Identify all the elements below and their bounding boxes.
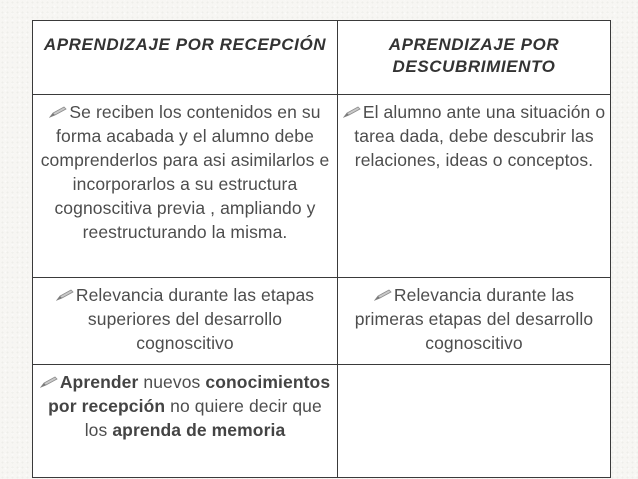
header-descubrimiento [338, 21, 611, 95]
pencil-icon [343, 106, 361, 118]
cell-recepcion-nota [33, 365, 338, 478]
emphasis-text: Aprender [59, 372, 139, 392]
cell-descubrimiento-empty [338, 365, 611, 478]
cell-recepcion-definition [33, 95, 338, 278]
header-recepcion-label: APRENDIZAJE POR RECEPCIÓN [43, 35, 327, 54]
cell-text: Relevancia durante las etapas superiores del desarrollo cognoscitivo [75, 285, 315, 353]
pencil-icon [40, 376, 58, 388]
emphasis-text: conocimientos por recepción [48, 372, 331, 416]
pencil-icon [56, 289, 74, 301]
pencil-icon [374, 289, 392, 301]
header-recepcion [33, 21, 338, 95]
header-descubrimiento-label: APRENDIZAJE POR DESCUBRIMIENTO [388, 35, 560, 76]
table-row [33, 365, 611, 478]
emphasis-text: aprenda de memoria [112, 420, 286, 440]
cell-recepcion-relevancia [33, 278, 338, 365]
pencil-icon [49, 106, 67, 118]
table-header-row [33, 21, 611, 95]
cell-text: El alumno ante una situación o tarea dada, debe descubrir las relaciones, ideas o conceptos. [354, 102, 606, 170]
cell-text: nuevos [138, 372, 206, 392]
cell-descubrimiento-relevancia [338, 278, 611, 365]
table-row [33, 278, 611, 365]
cell-text: Se reciben los contenidos en su forma acabada y el alumno debe comprenderlos para asi asimilarlos e incorporarlos a su estructura cognoscitiva previa , ampliando y reestructurando la misma. [40, 102, 330, 242]
cell-text: Relevancia durante las primeras etapas del desarrollo cognoscitivo [354, 285, 594, 353]
table-row [33, 95, 611, 278]
comparison-table [32, 20, 611, 478]
cell-text: no quiere decir que los [84, 396, 322, 440]
cell-descubrimiento-definition [338, 95, 611, 278]
